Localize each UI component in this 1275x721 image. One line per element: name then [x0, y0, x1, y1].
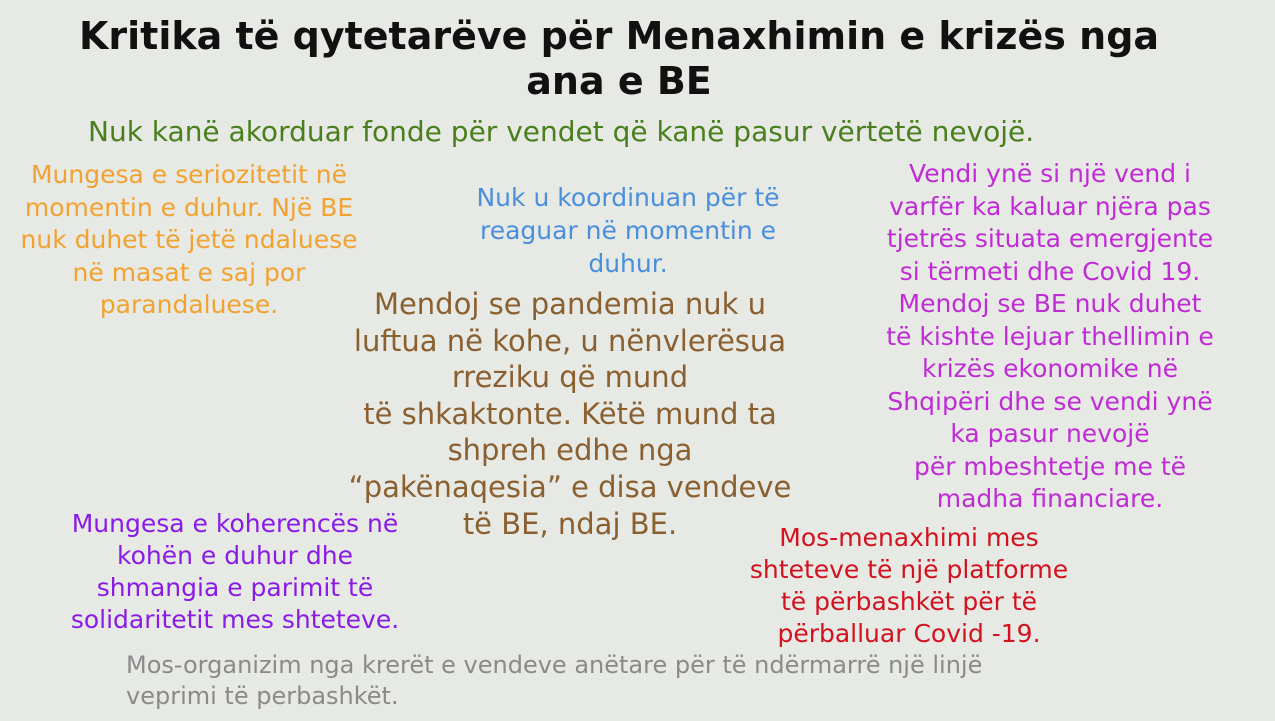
gray-comment-organization: [126, 650, 982, 712]
comment-line: parandaluese.: [99, 290, 279, 319]
magenta-comment-albania: [860, 158, 1240, 516]
comment-line: Mos-menaxhimi mes: [779, 523, 1039, 552]
comment-line: shpreh edhe nga: [447, 433, 693, 468]
comment-line: të shkaktonte. Këtë mund ta: [363, 396, 777, 431]
slide-title-line: Kritika të qytetarëve për Menaxhimin e krizës nga: [78, 14, 1160, 58]
comment-line: duhur.: [588, 249, 668, 278]
comment-line: veprimi të perbashkët.: [126, 682, 399, 710]
comment-line: Mungesa e seriozitetit në: [30, 160, 348, 189]
comment-line: si tërmeti dhe Covid 19.: [899, 256, 1201, 286]
comment-line: përballuar Covid -19.: [777, 619, 1041, 648]
comment-line: Mungesa e koherencës në: [71, 509, 399, 538]
comment-line: reaguar në momentin e: [479, 216, 776, 245]
comment-line: varfër ka kaluar njëra pas: [889, 191, 1211, 221]
comment-line: kohën e duhur dhe: [117, 541, 353, 570]
comment-line: “pakënaqesia” e disa vendeve: [348, 469, 792, 504]
blue-comment-coordination: [448, 181, 808, 280]
comment-line: solidaritetit mes shteteve.: [70, 605, 400, 634]
slide-title: [0, 14, 1238, 104]
comment-line: Vendi ynë si një vend i: [909, 159, 1191, 188]
comment-line: Mendoj se pandemia nuk u: [373, 287, 767, 321]
comment-line: Nuk u koordinuan për të: [476, 183, 780, 212]
subtitle-funding-criticism: Nuk kanë akorduar fonde për vendet që kanë pasur vërtetë nevojë.: [88, 115, 1035, 148]
comment-line: Shqipëri dhe se vendi ynë: [887, 386, 1213, 416]
comment-line: nuk duhet të jetë ndaluese: [20, 225, 358, 254]
comment-line: shmangia e parimit të: [96, 573, 374, 602]
comment-line: ka pasur nevojë: [950, 419, 1150, 448]
comment-line: Mendoj se BE nuk duhet: [898, 289, 1202, 318]
comment-line: shteteve të një platforme: [749, 555, 1069, 584]
comment-line: për mbeshtetje me të: [913, 451, 1187, 481]
comment-line: luftua në kohe, u nënvlerësua: [353, 323, 787, 358]
slide-title-line: ana e BE: [526, 59, 712, 103]
comment-line: Mos-organizim nga krerët e vendeve anëtare për të ndërmarrë një linjë: [126, 651, 983, 679]
comment-line: rreziku që mund: [451, 360, 689, 395]
red-comment-platform: [720, 522, 1098, 650]
comment-line: krizës ekonomike në: [921, 354, 1179, 383]
comment-line: në masat e saj por: [72, 257, 306, 287]
violet-comment-coherence: [30, 508, 440, 636]
comment-line: të kishte lejuar thellimin e: [886, 321, 1214, 351]
comment-line: momentin e duhur. Një BE: [24, 192, 354, 222]
comment-line: madha financiare.: [936, 484, 1164, 513]
comment-line: tjetrës situata emergjente: [886, 224, 1214, 253]
comment-line: të përbashkët për të: [780, 587, 1038, 616]
comment-line: të BE, ndaj BE.: [462, 506, 678, 541]
brown-comment-pandemic: [292, 286, 848, 542]
